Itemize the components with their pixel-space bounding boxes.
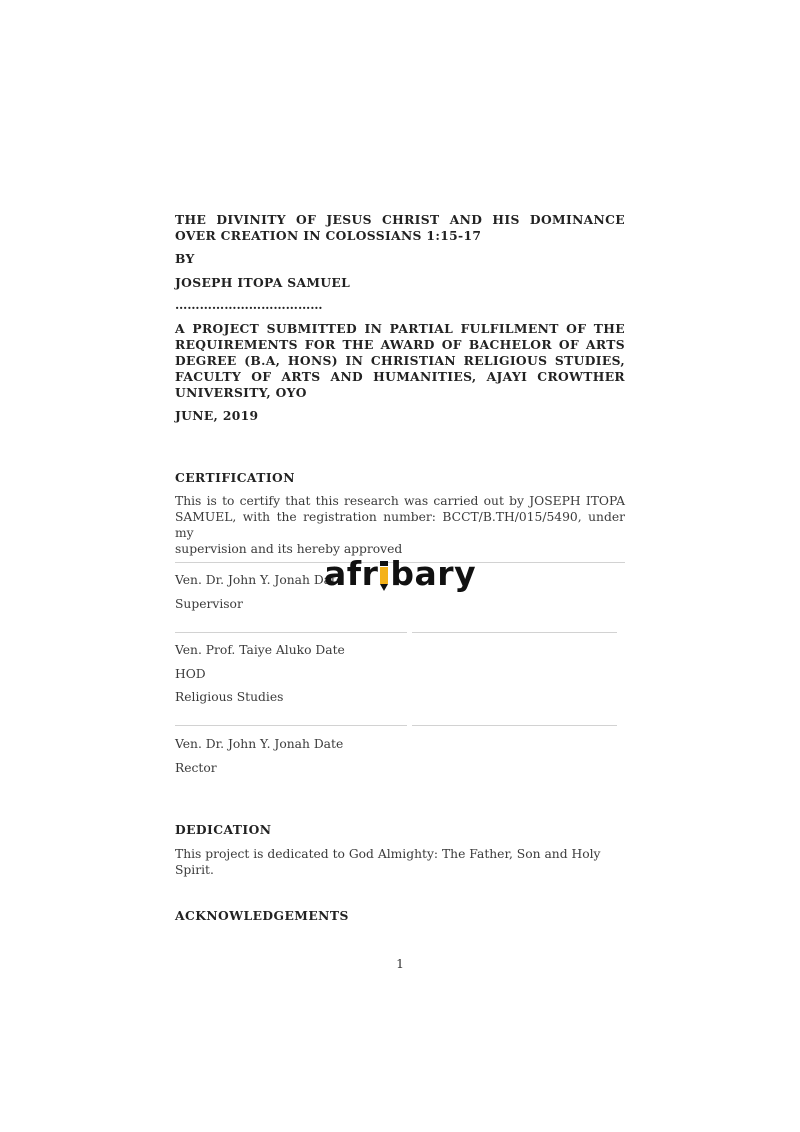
- afribary-watermark: [324, 548, 476, 592]
- date-line: [412, 632, 617, 633]
- signatory-role: HOD: [175, 667, 206, 681]
- submission-statement: [175, 321, 625, 401]
- signature-line: [175, 725, 407, 726]
- title-line: OVER CREATION IN COLOSSIANS 1:15-17: [175, 228, 482, 243]
- date-line: [412, 725, 617, 726]
- signature-line: [175, 632, 407, 633]
- signatory-name: Ven. Dr. John Y. Jonah Date: [175, 573, 344, 587]
- page-number: 1: [396, 957, 404, 971]
- dedication-body: This project is dedicated to God Almighty: The Father, Son and Holy Spirit.: [175, 847, 601, 877]
- submission-line: REQUIREMENTS FOR THE AWARD OF BACHELOR OF ARTS: [175, 337, 625, 352]
- signatory-department: Religious Studies: [175, 690, 284, 704]
- signatory-role: Supervisor: [175, 597, 243, 611]
- by-label: BY: [175, 251, 195, 266]
- signatory-name: Ven. Dr. John Y. Jonah Date: [175, 737, 344, 751]
- submission-line: A PROJECT SUBMITTED IN PARTIAL FULFILMENT OF THE: [175, 321, 625, 336]
- watermark-text-right: bary: [390, 554, 477, 593]
- author-name: JOSEPH ITOPA SAMUEL: [175, 275, 351, 290]
- dedication-heading: DEDICATION: [175, 822, 272, 837]
- certification-line: This is to certify that this research was carried out by JOSEPH ITOPA: [175, 494, 625, 508]
- dotted-separator: ………………………………: [175, 297, 323, 312]
- certification-line: SAMUEL, with the registration number: BCCT/B.TH/015/5490, under my: [175, 510, 625, 540]
- signatory-name: Ven. Prof. Taiye Aluko Date: [175, 643, 345, 657]
- certification-line: supervision and its hereby approved: [175, 542, 403, 556]
- pencil-icon: [380, 561, 388, 591]
- thesis-title: [175, 212, 625, 244]
- certification-heading: CERTIFICATION: [175, 470, 295, 485]
- watermark-text-left: afr: [324, 554, 379, 593]
- submission-date: JUNE, 2019: [175, 408, 259, 423]
- signatory-role: Rector: [175, 761, 217, 775]
- submission-line: UNIVERSITY, OYO: [175, 385, 307, 400]
- submission-line: DEGREE (B.A, HONS) IN CHRISTIAN RELIGIOUS STUDIES,: [175, 353, 625, 368]
- title-line: THE DIVINITY OF JESUS CHRIST AND HIS DOMINANCE: [175, 212, 625, 227]
- acknowledgements-heading: ACKNOWLEDGEMENTS: [175, 908, 349, 923]
- submission-line: FACULTY OF ARTS AND HUMANITIES, AJAYI CROWTHER: [175, 369, 625, 384]
